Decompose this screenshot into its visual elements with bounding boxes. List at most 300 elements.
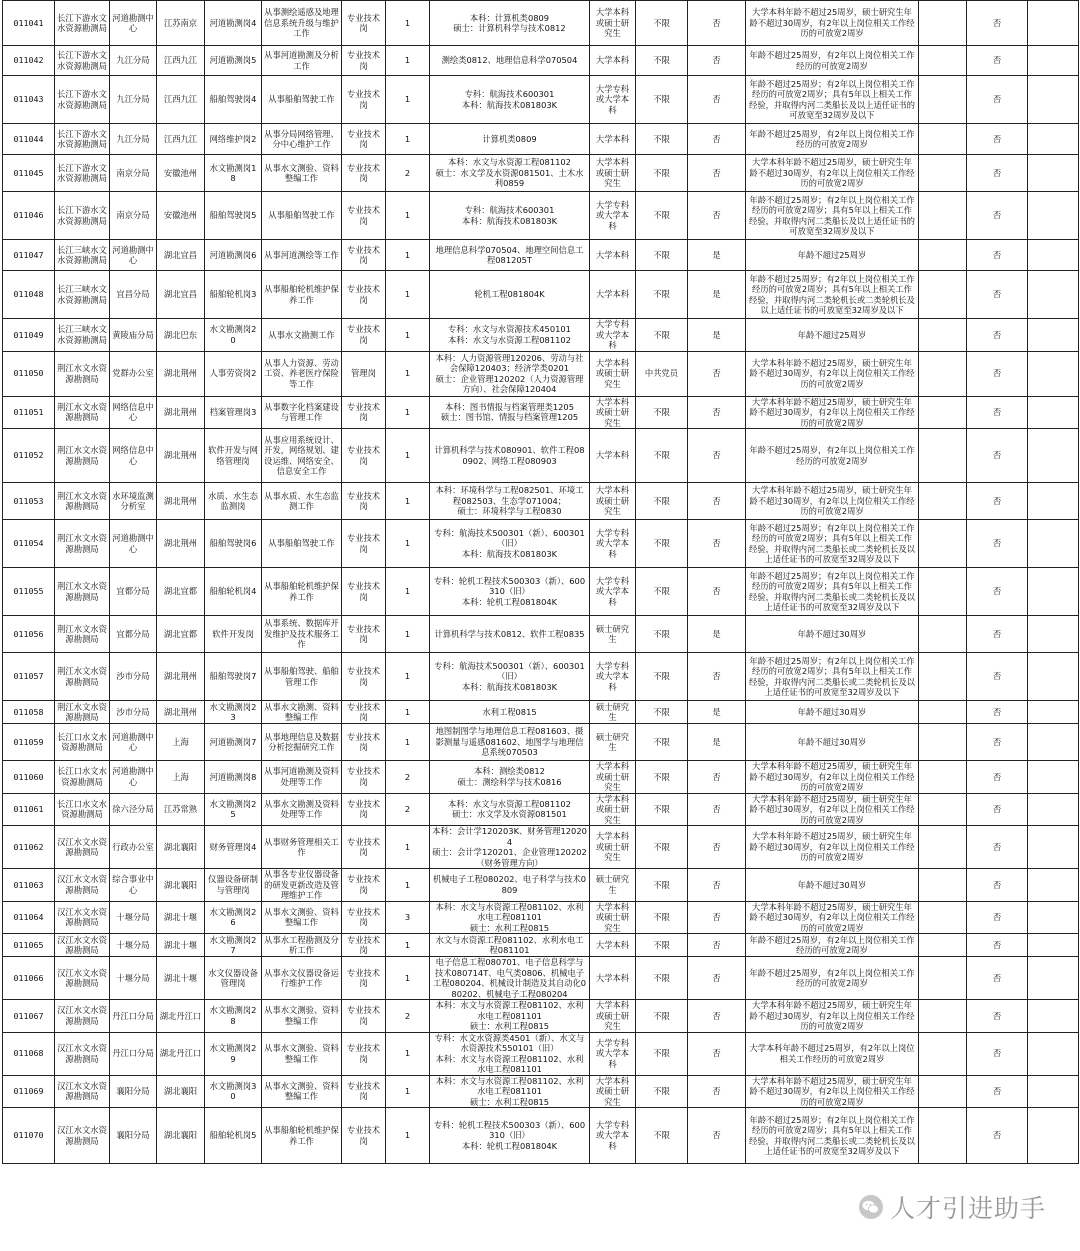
exam-flag-cell: 否	[688, 568, 746, 616]
exam-flag-cell: 否	[688, 1075, 746, 1108]
education-cell: 大学专科或大学本科	[590, 1032, 636, 1075]
education-cell: 大学本科	[590, 271, 636, 319]
position-name-cell: 档案管理岗3	[205, 396, 262, 429]
remote-flag-cell: 否	[967, 124, 1028, 155]
employer-cell: 荆江水文水资源勘测局	[55, 351, 110, 396]
department-cell: 河道勘测中心	[110, 761, 157, 794]
job-code-cell: 011059	[3, 724, 55, 761]
remote-flag-cell: 否	[967, 724, 1028, 761]
position-name-cell: 网络维护岗2	[205, 124, 262, 155]
position-name-cell: 河道勘测岗7	[205, 724, 262, 761]
department-cell: 水环境监测分析室	[110, 483, 157, 520]
exam-flag-cell: 否	[688, 396, 746, 429]
other-requirement-cell	[919, 701, 967, 724]
education-cell: 大学本科	[590, 124, 636, 155]
job-duties-cell: 从事船舶轮机维护保养工作	[262, 568, 342, 616]
headcount-cell: 1	[386, 1108, 430, 1164]
remark-cell	[1028, 76, 1079, 124]
location-cell: 安徽池州	[157, 155, 205, 192]
department-cell: 河道勘测中心	[110, 240, 157, 271]
position-name-cell: 河道勘测岗8	[205, 761, 262, 794]
job-code-cell: 011047	[3, 240, 55, 271]
age-requirement-cell: 大学本科年龄不超过25周岁，硕士研究生年龄不超过30周岁，有2年以上岗位相关工作经历的可放宽2周岁	[746, 901, 919, 934]
other-requirement-cell	[919, 351, 967, 396]
job-duties-cell: 从事各专业仪器设备的研发更新改造及管理维护工作	[262, 869, 342, 902]
employer-cell: 长江下游水文水资源勘测局	[55, 76, 110, 124]
political-status-cell: 不限	[636, 76, 688, 124]
table-row	[3, 653, 1079, 701]
age-requirement-cell: 年龄不超过25周岁；有2年以上岗位相关工作经历的可放宽2周岁；具有5年以上相关工作经验，并取得内河二类船长或二类轮机长及以上适任证书的可放宽至32周岁及以下	[746, 520, 919, 568]
headcount-cell: 1	[386, 240, 430, 271]
watermark-text: 人才引进助手	[889, 1194, 1046, 1223]
position-name-cell: 水文勘测岗18	[205, 155, 262, 192]
exam-flag-cell: 否	[688, 192, 746, 240]
remote-flag-cell: 否	[967, 396, 1028, 429]
other-requirement-cell	[919, 653, 967, 701]
political-status-cell: 不限	[636, 761, 688, 794]
major-requirement-cell: 本科：会计学120203K、财务管理120204 硕士：会计学120201、企业管理120202（财务管理方向）	[430, 826, 590, 869]
table-row	[3, 793, 1079, 826]
education-cell: 硕士研究生	[590, 869, 636, 902]
other-requirement-cell	[919, 240, 967, 271]
education-cell: 大学本科	[590, 957, 636, 1000]
age-requirement-cell: 大学本科年龄不超过25周岁，硕士研究生年龄不超过30周岁，有2年以上岗位相关工作经历的可放宽2周岁	[746, 1000, 919, 1033]
headcount-cell: 1	[386, 124, 430, 155]
exam-flag-cell: 否	[688, 351, 746, 396]
political-status-cell: 不限	[636, 1000, 688, 1033]
age-requirement-cell: 大学本科年龄不超过25周岁，硕士研究生年龄不超过30周岁，有2年以上岗位相关工作经历的可放宽2周岁	[746, 1, 919, 46]
remark-cell	[1028, 1075, 1079, 1108]
major-requirement-cell: 专科：水文水资源类4501（新）、水文与水资源技术550101（旧） 本科：水文与水资源工程081102、水利水电工程081101	[430, 1032, 590, 1075]
political-status-cell: 不限	[636, 240, 688, 271]
remark-cell	[1028, 901, 1079, 934]
exam-flag-cell: 否	[688, 793, 746, 826]
position-type-cell: 专业技术岗	[342, 483, 386, 520]
other-requirement-cell	[919, 1000, 967, 1033]
employer-cell: 荆江水文水资源勘测局	[55, 701, 110, 724]
position-name-cell: 水质、水生态监测岗	[205, 483, 262, 520]
employer-cell: 汉江水文水资源勘测局	[55, 826, 110, 869]
remote-flag-cell: 否	[967, 1108, 1028, 1164]
other-requirement-cell	[919, 1, 967, 46]
department-cell: 南京分局	[110, 155, 157, 192]
other-requirement-cell	[919, 124, 967, 155]
headcount-cell: 1	[386, 826, 430, 869]
exam-flag-cell: 是	[688, 701, 746, 724]
department-cell: 黄陵庙分局	[110, 319, 157, 352]
job-code-cell: 011060	[3, 761, 55, 794]
table-row	[3, 1032, 1079, 1075]
position-type-cell: 专业技术岗	[342, 1, 386, 46]
exam-flag-cell: 是	[688, 616, 746, 653]
position-name-cell: 船舶驾驶岗7	[205, 653, 262, 701]
position-name-cell: 船舶驾驶岗4	[205, 76, 262, 124]
exam-flag-cell: 否	[688, 429, 746, 483]
education-cell: 大学专科或大学本科	[590, 520, 636, 568]
department-cell: 丹江口分局	[110, 1032, 157, 1075]
location-cell: 湖北荆州	[157, 351, 205, 396]
political-status-cell: 不限	[636, 319, 688, 352]
job-code-cell: 011058	[3, 701, 55, 724]
political-status-cell: 不限	[636, 826, 688, 869]
location-cell: 上海	[157, 724, 205, 761]
age-requirement-cell: 年龄不超过25周岁；有2年以上岗位相关工作经历的可放宽2周岁；具有5年以上相关工作经验，并取得内河二类船长或二类轮机长及以上适任证书的可放宽至32周岁及以下	[746, 653, 919, 701]
position-type-cell: 专业技术岗	[342, 1075, 386, 1108]
major-requirement-cell: 计算机类0809	[430, 124, 590, 155]
position-name-cell: 船舶驾驶岗5	[205, 192, 262, 240]
employer-cell: 汉江水文水资源勘测局	[55, 1000, 110, 1033]
location-cell: 湖北荆州	[157, 483, 205, 520]
position-name-cell: 水文勘测岗28	[205, 1000, 262, 1033]
location-cell: 湖北丹江口	[157, 1032, 205, 1075]
position-name-cell: 软件开发岗	[205, 616, 262, 653]
job-duties-cell: 从事人力资源、劳动工资、养老医疗保险等工作	[262, 351, 342, 396]
education-cell: 大学本科或硕士研究生	[590, 1075, 636, 1108]
employer-cell: 长江口水文水资源勘测局	[55, 724, 110, 761]
position-type-cell: 专业技术岗	[342, 1032, 386, 1075]
location-cell: 湖北宜都	[157, 568, 205, 616]
job-duties-cell: 从事船舶轮机维护保养工作	[262, 271, 342, 319]
other-requirement-cell	[919, 724, 967, 761]
education-cell: 大学本科或硕士研究生	[590, 396, 636, 429]
job-listing-table	[2, 0, 1079, 1164]
location-cell: 湖北荆州	[157, 396, 205, 429]
position-type-cell: 专业技术岗	[342, 616, 386, 653]
major-requirement-cell: 水文与水资源工程081102、水利水电工程081101	[430, 934, 590, 957]
employer-cell: 荆江水文水资源勘测局	[55, 653, 110, 701]
remark-cell	[1028, 271, 1079, 319]
education-cell: 大学本科或硕士研究生	[590, 1, 636, 46]
job-code-cell: 011048	[3, 271, 55, 319]
exam-flag-cell: 否	[688, 46, 746, 76]
major-requirement-cell: 本科：测绘类0812 硕士：测绘科学与技术0816	[430, 761, 590, 794]
department-cell: 徐六泾分局	[110, 793, 157, 826]
education-cell: 大学专科或大学本科	[590, 568, 636, 616]
remark-cell	[1028, 826, 1079, 869]
remark-cell	[1028, 429, 1079, 483]
table-row	[3, 429, 1079, 483]
political-status-cell: 不限	[636, 271, 688, 319]
age-requirement-cell: 大学本科年龄不超过25周岁，硕士研究生年龄不超过30周岁，有2年以上岗位相关工作经历的可放宽2周岁	[746, 483, 919, 520]
exam-flag-cell: 否	[688, 155, 746, 192]
major-requirement-cell: 本科：水文与水资源工程081102 硕士：水文学及水资源081501、土木水利0859	[430, 155, 590, 192]
headcount-cell: 1	[386, 568, 430, 616]
position-type-cell: 专业技术岗	[342, 869, 386, 902]
other-requirement-cell	[919, 826, 967, 869]
job-code-cell: 011043	[3, 76, 55, 124]
job-duties-cell: 从事船舶驾驶、船舶管理工作	[262, 653, 342, 701]
remark-cell	[1028, 793, 1079, 826]
department-cell: 沙市分局	[110, 653, 157, 701]
age-requirement-cell: 年龄不超过25周岁，有2年以上岗位相关工作经历的可放宽2周岁	[746, 124, 919, 155]
position-type-cell: 专业技术岗	[342, 1000, 386, 1033]
job-code-cell: 011068	[3, 1032, 55, 1075]
department-cell: 十堰分局	[110, 901, 157, 934]
position-type-cell: 专业技术岗	[342, 957, 386, 1000]
other-requirement-cell	[919, 192, 967, 240]
other-requirement-cell	[919, 761, 967, 794]
headcount-cell: 1	[386, 616, 430, 653]
department-cell: 网络信息中心	[110, 396, 157, 429]
political-status-cell: 不限	[636, 155, 688, 192]
location-cell: 湖北荆州	[157, 429, 205, 483]
exam-flag-cell: 否	[688, 1032, 746, 1075]
location-cell: 湖北宜昌	[157, 240, 205, 271]
education-cell: 大学本科	[590, 429, 636, 483]
other-requirement-cell	[919, 155, 967, 192]
employer-cell: 长江下游水文水资源勘测局	[55, 124, 110, 155]
remote-flag-cell: 否	[967, 483, 1028, 520]
major-requirement-cell: 本科：环境科学与工程082501、环境工程082503、生态学071004； 硕士：环境科学与工程0830	[430, 483, 590, 520]
job-duties-cell: 从事水文测验、资料整编工作	[262, 1032, 342, 1075]
exam-flag-cell: 否	[688, 957, 746, 1000]
department-cell: 丹江口分局	[110, 1000, 157, 1033]
political-status-cell: 不限	[636, 934, 688, 957]
remark-cell	[1028, 124, 1079, 155]
remote-flag-cell: 否	[967, 46, 1028, 76]
job-duties-cell: 从事数字化档案建设与管理工作	[262, 396, 342, 429]
major-requirement-cell: 本科：水文与水资源工程081102、水利水电工程081101 硕士：水利工程0815	[430, 901, 590, 934]
remote-flag-cell: 否	[967, 701, 1028, 724]
education-cell: 大学专科或大学本科	[590, 76, 636, 124]
position-type-cell: 专业技术岗	[342, 429, 386, 483]
table-row	[3, 1108, 1079, 1164]
remote-flag-cell: 否	[967, 1075, 1028, 1108]
job-code-cell: 011064	[3, 901, 55, 934]
exam-flag-cell: 否	[688, 761, 746, 794]
position-type-cell: 专业技术岗	[342, 701, 386, 724]
job-code-cell: 011056	[3, 616, 55, 653]
major-requirement-cell: 地图制图学与地理信息工程081603、摄影测量与遥感081602、地图学与地理信息系统070503	[430, 724, 590, 761]
exam-flag-cell: 否	[688, 869, 746, 902]
position-name-cell: 仪器设备研制与管理岗	[205, 869, 262, 902]
remark-cell	[1028, 934, 1079, 957]
other-requirement-cell	[919, 1108, 967, 1164]
position-type-cell: 专业技术岗	[342, 520, 386, 568]
position-name-cell: 财务管理岗4	[205, 826, 262, 869]
department-cell: 河道勘测中心	[110, 724, 157, 761]
job-code-cell: 011052	[3, 429, 55, 483]
age-requirement-cell: 年龄不超过25周岁	[746, 240, 919, 271]
education-cell: 大学本科或硕士研究生	[590, 351, 636, 396]
headcount-cell: 1	[386, 1032, 430, 1075]
major-requirement-cell: 专科：航海技术500301（新）、600301（旧） 本科：航海技术081803K	[430, 653, 590, 701]
job-code-cell: 011065	[3, 934, 55, 957]
remark-cell	[1028, 724, 1079, 761]
wechat-icon	[858, 1194, 884, 1220]
exam-flag-cell: 否	[688, 653, 746, 701]
education-cell: 大学本科	[590, 240, 636, 271]
major-requirement-cell: 本科：水文与水资源工程081102、水利水电工程081101 硕士：水利工程0815	[430, 1075, 590, 1108]
department-cell: 襄阳分局	[110, 1075, 157, 1108]
employer-cell: 荆江水文水资源勘测局	[55, 483, 110, 520]
department-cell: 十堰分局	[110, 957, 157, 1000]
headcount-cell: 1	[386, 46, 430, 76]
location-cell: 湖北巴东	[157, 319, 205, 352]
job-duties-cell: 从事水文测验、资料整编工作	[262, 1075, 342, 1108]
headcount-cell: 1	[386, 957, 430, 1000]
education-cell: 大学本科或硕士研究生	[590, 483, 636, 520]
position-name-cell: 河道勘测岗6	[205, 240, 262, 271]
exam-flag-cell: 否	[688, 124, 746, 155]
employer-cell: 汉江水文水资源勘测局	[55, 869, 110, 902]
table-row	[3, 826, 1079, 869]
age-requirement-cell: 年龄不超过25周岁；有2年以上岗位相关工作经历的可放宽2周岁；具有5年以上相关工作经验，并取得内河二类船长或二类轮机长及以上适任证书的可放宽至32周岁及以下	[746, 568, 919, 616]
position-type-cell: 专业技术岗	[342, 124, 386, 155]
headcount-cell: 1	[386, 351, 430, 396]
headcount-cell: 1	[386, 483, 430, 520]
position-name-cell: 水文勘测岗20	[205, 319, 262, 352]
age-requirement-cell: 年龄不超过25周岁；有2年以上岗位相关工作经历的可放宽2周岁；具有5年以上相关工作经验，并取得内河二类船长或二类轮机长及以上适任证书的可放宽至32周岁及以下	[746, 1108, 919, 1164]
other-requirement-cell	[919, 957, 967, 1000]
position-type-cell: 专业技术岗	[342, 653, 386, 701]
table-row	[3, 901, 1079, 934]
exam-flag-cell: 是	[688, 319, 746, 352]
department-cell: 沙市分局	[110, 701, 157, 724]
political-status-cell: 不限	[636, 192, 688, 240]
job-duties-cell: 从事河道勘测及资料处理等工作	[262, 761, 342, 794]
location-cell: 江西九江	[157, 124, 205, 155]
remark-cell	[1028, 192, 1079, 240]
major-requirement-cell: 地理信息科学070504、地理空间信息工程081205T	[430, 240, 590, 271]
remark-cell	[1028, 701, 1079, 724]
position-name-cell: 水文勘测岗27	[205, 934, 262, 957]
exam-flag-cell: 否	[688, 76, 746, 124]
major-requirement-cell: 本科：计算机类0809 硕士：计算机科学与技术0812	[430, 1, 590, 46]
remote-flag-cell: 否	[967, 271, 1028, 319]
political-status-cell: 不限	[636, 124, 688, 155]
exam-flag-cell: 否	[688, 826, 746, 869]
location-cell: 湖北宜昌	[157, 271, 205, 319]
political-status-cell: 不限	[636, 1075, 688, 1108]
major-requirement-cell: 本科：图书情报与档案管理类1205 硕士：图书馆、情报与档案管理1205	[430, 396, 590, 429]
location-cell: 湖北宜都	[157, 616, 205, 653]
political-status-cell: 不限	[636, 701, 688, 724]
position-name-cell: 人事劳资岗2	[205, 351, 262, 396]
job-duties-cell: 从事船舶驾驶工作	[262, 192, 342, 240]
exam-flag-cell: 否	[688, 520, 746, 568]
exam-flag-cell: 是	[688, 240, 746, 271]
job-code-cell: 011054	[3, 520, 55, 568]
position-name-cell: 河道勘测岗5	[205, 46, 262, 76]
job-duties-cell: 从事水文仪器设备运行维护工作	[262, 957, 342, 1000]
headcount-cell: 1	[386, 271, 430, 319]
age-requirement-cell: 大学本科年龄不超过25周岁，硕士研究生年龄不超过30周岁，有2年以上岗位相关工作经历的可放宽2周岁	[746, 826, 919, 869]
position-name-cell: 水文勘测岗29	[205, 1032, 262, 1075]
location-cell: 上海	[157, 761, 205, 794]
employer-cell: 荆江水文水资源勘测局	[55, 520, 110, 568]
remark-cell	[1028, 1, 1079, 46]
major-requirement-cell: 计算机科学与技术0812、软件工程0835	[430, 616, 590, 653]
job-code-cell: 011041	[3, 1, 55, 46]
headcount-cell: 1	[386, 724, 430, 761]
employer-cell: 汉江水文水资源勘测局	[55, 901, 110, 934]
political-status-cell: 不限	[636, 46, 688, 76]
remote-flag-cell: 否	[967, 351, 1028, 396]
job-duties-cell: 从事水质、水生态监测工作	[262, 483, 342, 520]
headcount-cell: 1	[386, 319, 430, 352]
headcount-cell: 3	[386, 901, 430, 934]
age-requirement-cell: 年龄不超过25周岁，有2年以上岗位相关工作经历的可放宽2周岁	[746, 934, 919, 957]
political-status-cell: 不限	[636, 568, 688, 616]
remote-flag-cell: 否	[967, 653, 1028, 701]
age-requirement-cell: 年龄不超过25周岁；有2年以上岗位相关工作经历的可放宽2周岁；具有5年以上相关工作经验，并取得内河二类船长及以上适任证书的可放宽至32周岁及以下	[746, 76, 919, 124]
political-status-cell: 不限	[636, 1032, 688, 1075]
major-requirement-cell: 本科：水文与水资源工程081102 硕士：水文学及水资源081501	[430, 793, 590, 826]
location-cell: 湖北襄阳	[157, 1108, 205, 1164]
major-requirement-cell: 计算机科学与技术080901、软件工程080902、网络工程080903	[430, 429, 590, 483]
location-cell: 湖北荆州	[157, 701, 205, 724]
remote-flag-cell: 否	[967, 240, 1028, 271]
education-cell: 大学本科或硕士研究生	[590, 155, 636, 192]
location-cell: 湖北十堰	[157, 957, 205, 1000]
exam-flag-cell: 是	[688, 724, 746, 761]
exam-flag-cell: 否	[688, 1, 746, 46]
major-requirement-cell: 机械电子工程080202、电子科学与技术0809	[430, 869, 590, 902]
position-type-cell: 管理岗	[342, 351, 386, 396]
table-row	[3, 724, 1079, 761]
job-duties-cell: 从事财务管理相关工作	[262, 826, 342, 869]
employer-cell: 汉江水文水资源勘测局	[55, 957, 110, 1000]
job-duties-cell: 从事水文勘测、资料整编工作	[262, 701, 342, 724]
major-requirement-cell: 轮机工程081804K	[430, 271, 590, 319]
age-requirement-cell: 大学本科年龄不超过25周岁，硕士研究生年龄不超过30周岁，有2年以上岗位相关工作经历的可放宽2周岁	[746, 351, 919, 396]
other-requirement-cell	[919, 616, 967, 653]
job-code-cell: 011046	[3, 192, 55, 240]
position-type-cell: 专业技术岗	[342, 76, 386, 124]
remark-cell	[1028, 351, 1079, 396]
other-requirement-cell	[919, 46, 967, 76]
department-cell: 九江分局	[110, 76, 157, 124]
remote-flag-cell: 否	[967, 429, 1028, 483]
department-cell: 九江分局	[110, 124, 157, 155]
education-cell: 大学本科或硕士研究生	[590, 826, 636, 869]
department-cell: 九江分局	[110, 46, 157, 76]
position-type-cell: 专业技术岗	[342, 396, 386, 429]
political-status-cell: 不限	[636, 396, 688, 429]
job-code-cell: 011070	[3, 1108, 55, 1164]
remark-cell	[1028, 761, 1079, 794]
table-row	[3, 520, 1079, 568]
job-code-cell: 011067	[3, 1000, 55, 1033]
employer-cell: 长江下游水文水资源勘测局	[55, 155, 110, 192]
table-row	[3, 701, 1079, 724]
job-duties-cell: 从事水文测验、资料整编工作	[262, 1000, 342, 1033]
position-type-cell: 专业技术岗	[342, 192, 386, 240]
job-duties-cell: 从事水工程勘测及分析工作	[262, 934, 342, 957]
remark-cell	[1028, 869, 1079, 902]
age-requirement-cell: 大学本科年龄不超过25周岁，硕士研究生年龄不超过30周岁，有2年以上岗位相关工作经历的可放宽2周岁	[746, 1075, 919, 1108]
location-cell: 湖北襄阳	[157, 1075, 205, 1108]
age-requirement-cell: 大学本科年龄不超过25周岁，硕士研究生年龄不超过30周岁，有2年以上岗位相关工作经历的可放宽2周岁	[746, 793, 919, 826]
remote-flag-cell: 否	[967, 826, 1028, 869]
remote-flag-cell: 否	[967, 520, 1028, 568]
employer-cell: 荆江水文水资源勘测局	[55, 616, 110, 653]
location-cell: 江苏南京	[157, 1, 205, 46]
job-duties-cell: 从事河道勘测及分析工作	[262, 46, 342, 76]
department-cell: 襄阳分局	[110, 1108, 157, 1164]
headcount-cell: 2	[386, 793, 430, 826]
exam-flag-cell: 否	[688, 901, 746, 934]
headcount-cell: 2	[386, 155, 430, 192]
table-row	[3, 155, 1079, 192]
department-cell: 党群办公室	[110, 351, 157, 396]
position-type-cell: 专业技术岗	[342, 826, 386, 869]
position-type-cell: 专业技术岗	[342, 568, 386, 616]
position-name-cell: 船舶轮机岗5	[205, 1108, 262, 1164]
other-requirement-cell	[919, 271, 967, 319]
headcount-cell: 1	[386, 701, 430, 724]
